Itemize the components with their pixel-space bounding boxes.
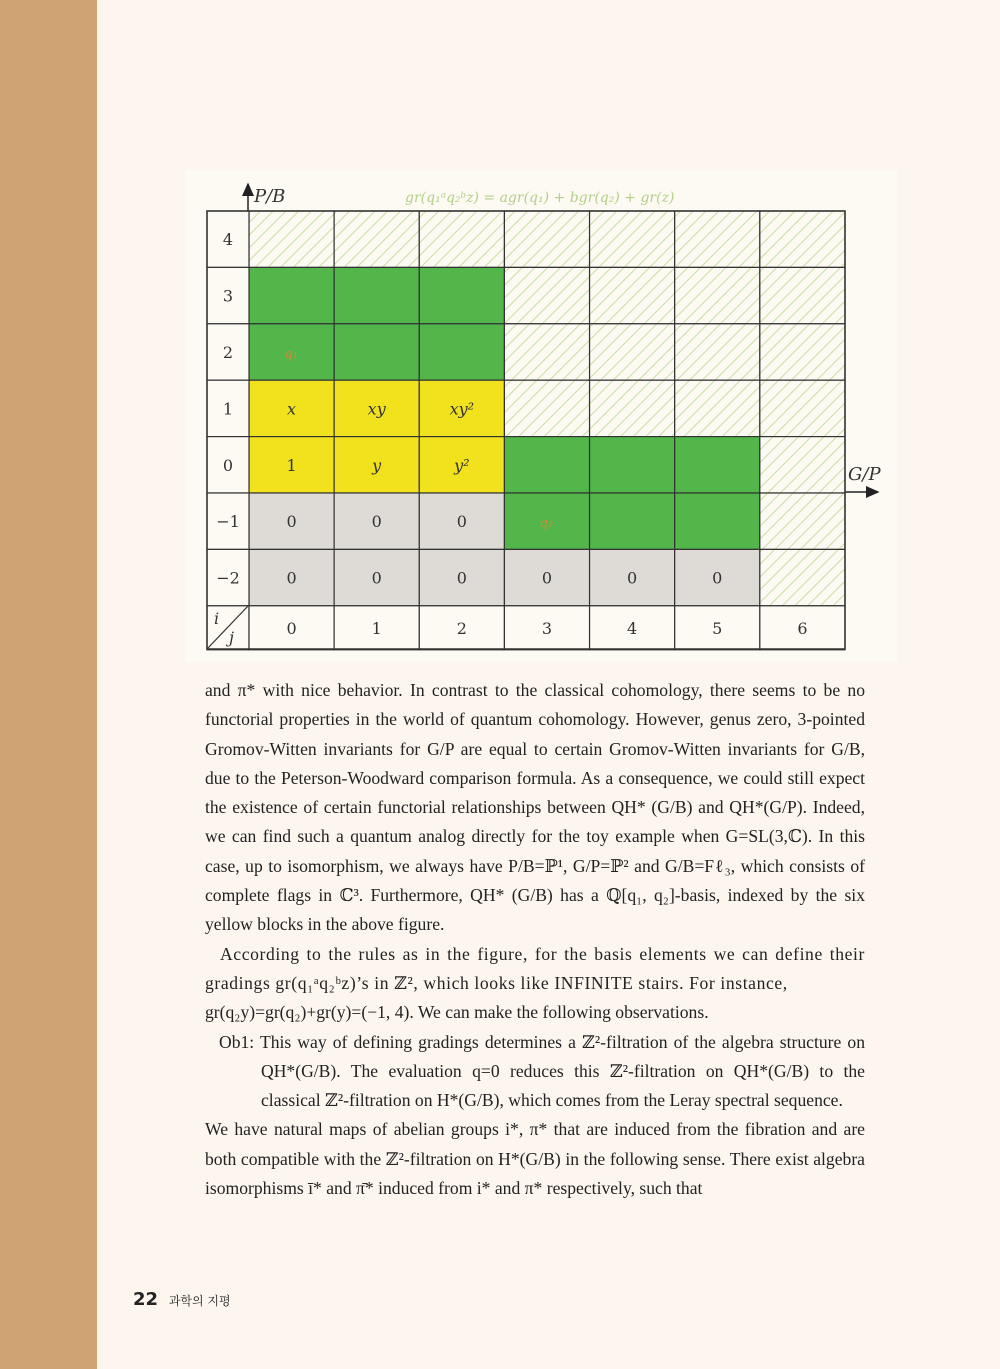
- col-label: 3: [541, 618, 553, 638]
- paragraph-2b: gr(q₂y)=gr(q₂)+gr(y)=(−1, 4). We can make the following observations.: [205, 1002, 709, 1023]
- cell-value: y: [372, 455, 382, 475]
- row-label: 1: [222, 399, 234, 419]
- grid-cell-green: [675, 437, 760, 493]
- generator-mark: q₁: [284, 347, 298, 362]
- row-label: 0: [222, 455, 234, 475]
- stairs-figure: [0, 0, 1000, 670]
- grid-cell-green: [590, 493, 675, 549]
- grid-cell-hatch: [590, 380, 675, 436]
- grid-cell-hatch: [590, 267, 675, 323]
- cell-value: x: [287, 399, 297, 419]
- paragraph-1: and π* with nice behavior. In contrast to the classical cohomology, there seems to be no functorial properties in the world of quantum cohomology. However, genus zero, 3-pointed Gromov-Witten invariants for G/P are equal to certain Gromov-Witten invariants for G/B, due to the Peterson-Woodward comparison formula. As a consequence, we could still expect the existence of certain functorial relationships between QH* (G/B) and QH*(G/P). Indeed, we can find such a quantum analog directly for the toy example when G=SL(3,ℂ). In this case, up to isomorphism, we always have P/B=ℙ¹, G/P=ℙ² and G/B=Fℓ₃, which consists of complete flags in ℂ³. Furthermore, QH* (G/B) has a ℚ[q₁, q₂]-basis, indexed by the six yellow blocks in the above figure.: [205, 680, 865, 935]
- x-axis-label: G/P: [848, 464, 881, 485]
- cell-value: 0: [286, 512, 297, 532]
- grid-cell-hatch: [675, 324, 760, 380]
- cell-value: 1: [286, 455, 297, 475]
- grid-cell-hatch: [760, 267, 845, 323]
- grid-cell-hatch: [760, 549, 845, 605]
- grid-cell-hatch: [760, 437, 845, 493]
- col-label: 1: [371, 618, 382, 638]
- corner-j-label: j: [229, 628, 234, 647]
- grid-cell-hatch: [760, 493, 845, 549]
- cell-value: 0: [456, 568, 467, 588]
- grid-cell-hatch: [504, 211, 589, 267]
- grid-cell-hatch: [760, 324, 845, 380]
- cell-value: 0: [541, 568, 553, 588]
- cell-value: 0: [371, 512, 382, 532]
- row-label: 3: [222, 286, 234, 306]
- page-footer: [133, 1289, 231, 1310]
- grid-cell-hatch: [504, 267, 589, 323]
- row-label: 2: [222, 343, 234, 362]
- grid-cell-hatch: [590, 324, 675, 380]
- grid-cell-hatch: [590, 211, 675, 267]
- grid-cell-green: [419, 324, 504, 380]
- y-axis-label: P/B: [254, 186, 286, 207]
- grid-cell-green: [334, 267, 419, 323]
- grid-cell-green: [504, 437, 589, 493]
- grid-cell-green: [590, 437, 675, 493]
- cell-value: y²: [454, 455, 470, 475]
- grid-cell-hatch: [675, 380, 760, 436]
- page-number: 22: [133, 1289, 159, 1310]
- col-label: 4: [627, 618, 638, 638]
- cell-value: 0: [712, 568, 723, 588]
- col-label: 2: [456, 618, 467, 638]
- row-label: 4: [222, 230, 234, 250]
- grid-cell-green: [249, 267, 334, 323]
- cell-value: xy²: [449, 399, 475, 419]
- grading-formula: gr(q₁ᵃq₂ᵇz) = agr(q₁) + bgr(q₂) + gr(z): [405, 190, 675, 206]
- grid-cell-hatch: [334, 211, 419, 267]
- observation-1: Ob1: This way of defining gradings determines a ℤ²-filtration of the algebra structure on QH*(G/B). The evaluation q=0 reduces this ℤ²-filtration on QH*(G/B) to the classical ℤ²-filtration on H*(G/B), which comes from the Leray spectral sequence.: [219, 1031, 865, 1111]
- grid-cell-hatch: [760, 211, 845, 267]
- grid-cell-hatch: [504, 380, 589, 436]
- cell-value: xy: [367, 399, 386, 419]
- cell-value: 0: [371, 568, 382, 588]
- generator-mark: q₂: [539, 516, 554, 532]
- paragraph-3: We have natural maps of abelian groups i*, π* that are induced from the fibration and are both compatible with the ℤ²-filtration on H*(G/B) in the following sense. There exist algebra isomorphisms ī* and π̄* induced from i* and π* respectively, such that: [205, 1119, 865, 1199]
- body-text: [205, 676, 865, 1203]
- cell-value: 0: [627, 568, 638, 588]
- col-label: 5: [712, 618, 723, 638]
- grid-cell-hatch: [419, 211, 504, 267]
- row-label: −1: [216, 512, 240, 532]
- grid-cells: [249, 211, 845, 606]
- grid-cell-green: [334, 324, 419, 380]
- col-label: 6: [797, 618, 808, 638]
- cell-value: 0: [456, 512, 467, 532]
- col-label: 0: [286, 618, 297, 638]
- corner-i-label: i: [214, 609, 220, 628]
- grid-cell-green: [675, 493, 760, 549]
- grid-cell-green: [419, 267, 504, 323]
- journal-name: 과학의 지평: [168, 1294, 231, 1308]
- grid-cell-hatch: [675, 211, 760, 267]
- cell-value: 0: [286, 568, 297, 588]
- grid-cell-hatch: [675, 267, 760, 323]
- paragraph-2a: According to the rules as in the figure, for the basis elements we can define their gradings gr(q₁ᵃq₂ᵇz)’s in ℤ², which looks like INFINITE stairs. For instance,: [205, 943, 865, 993]
- grid-cell-hatch: [760, 380, 845, 436]
- row-label: −2: [216, 568, 240, 588]
- grid-cell-hatch: [249, 211, 334, 267]
- grid-cell-hatch: [504, 324, 589, 380]
